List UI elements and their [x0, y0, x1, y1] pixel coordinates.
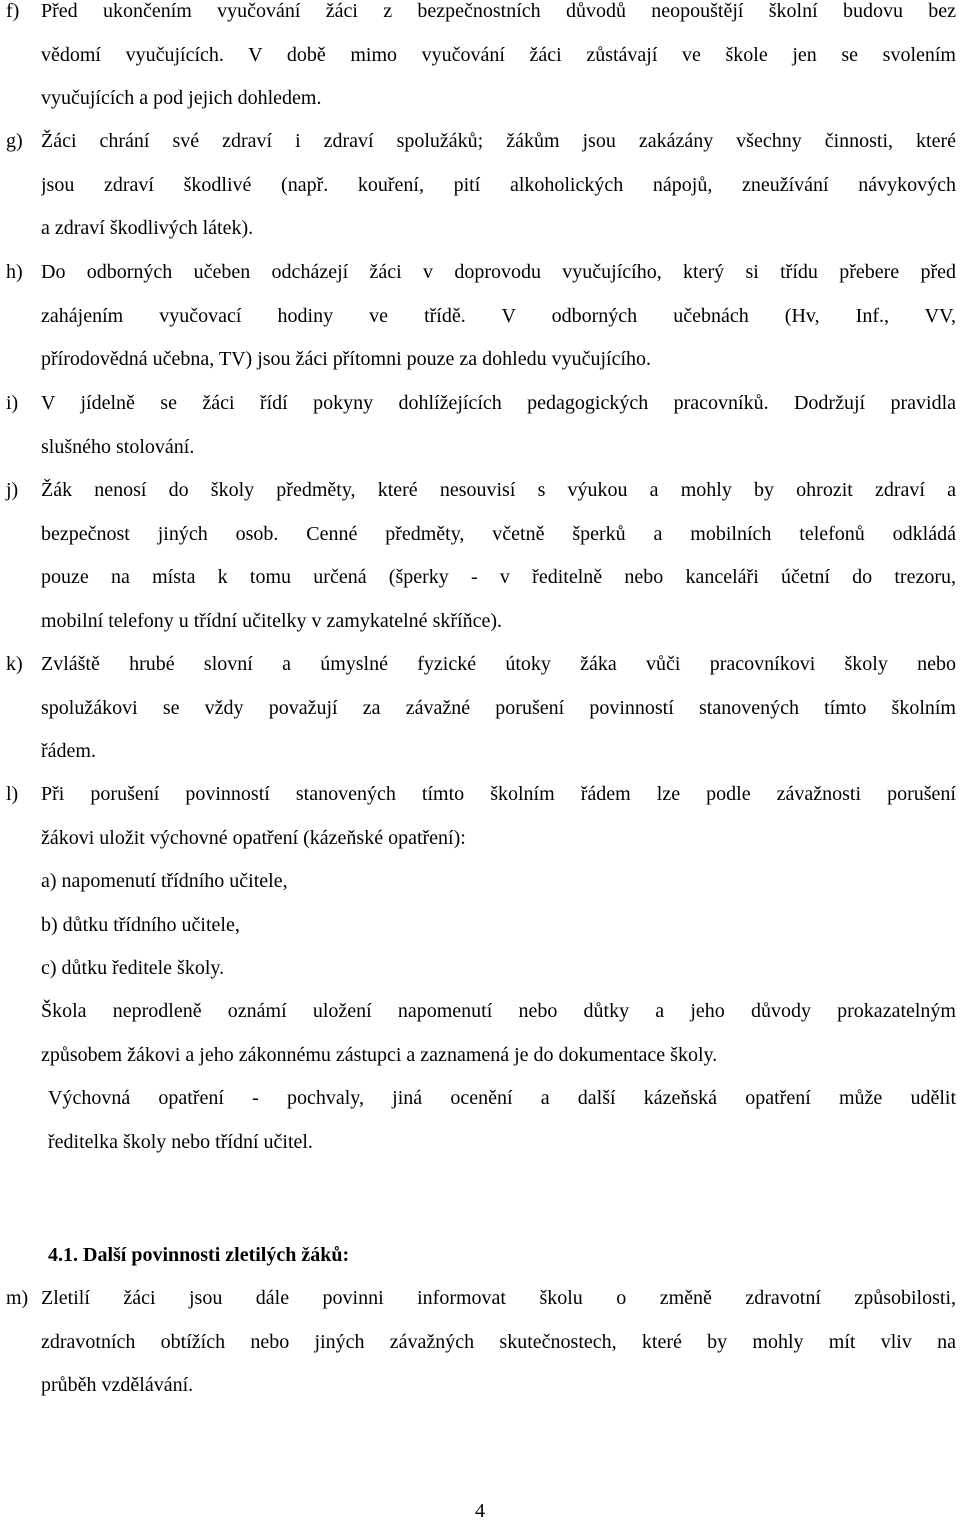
paragraph	[48, 1085, 956, 1172]
text-line: přírodovědná učebna, TV) jsou žáci přítomni pouze za dohledu vyučujícího.	[41, 348, 651, 371]
text-line: jsou zdraví škodlivé (např. kouření, pití alkoholických nápojů, zneužívání návykových	[41, 173, 956, 196]
item-marker: j)	[6, 479, 19, 501]
text-line: Zletilí žáci jsou dále povinni informovat školu o změně zdravotní způsobilosti,	[41, 1287, 956, 1309]
text-line: vědomí vyučujících. V době mimo vyučování žáci zůstávají ve škole jen se svolením	[41, 43, 956, 66]
page-number: 4	[475, 1500, 485, 1522]
paragraph	[41, 998, 956, 1085]
item-marker: m)	[6, 1287, 29, 1309]
text-line: bezpečnost jiných osob. Cenné předměty, včetně šperků a mobilních telefonů odkládá	[41, 522, 956, 545]
text-line: Škola neprodleně oznámí uložení napomenutí nebo důtky a jeho důvody prokazatelným	[41, 1000, 956, 1022]
item-marker: l)	[6, 783, 19, 805]
text-line: a zdraví škodlivých látek).	[41, 217, 254, 240]
text-line: slušného stolování.	[41, 435, 195, 458]
text-line: Do odborných učeben odcházejí žáci v doprovodu vyučujícího, který si třídu přebere před	[41, 261, 956, 283]
section-heading: 4.1. Další povinnosti zletilých žáků:	[48, 1244, 350, 1266]
item-marker: i)	[6, 392, 19, 414]
item-marker: f)	[6, 0, 20, 22]
text-line: pouze na místa k tomu určená (šperky - v ředitelně nebo kanceláři účetní do trezoru,	[41, 566, 956, 589]
text-line: žákovi uložit výchovné opatření (kázeňské opatření):	[41, 826, 466, 849]
text-line: Před ukončením vyučování žáci z bezpečnostních důvodů neopouštějí školní budovu bez	[41, 0, 956, 22]
text-line: spolužákovi se vždy považují za závažné porušení povinností stanovených tímto školním	[41, 696, 956, 719]
sub-list-item: c) důtku ředitele školy.	[41, 957, 225, 980]
sub-list	[41, 868, 288, 999]
sub-list-item: b) důtku třídního učitele,	[41, 913, 240, 936]
text-line: Zvláště hrubé slovní a úmyslné fyzické útoky žáka vůči pracovníkovi školy nebo	[41, 653, 956, 675]
text-line: mobilní telefony u třídní učitelky v zamykatelné skříňce).	[41, 609, 502, 632]
text-line: řádem.	[41, 740, 96, 763]
text-line: průběh vzdělávání.	[41, 1374, 194, 1397]
item-marker: k)	[6, 653, 23, 675]
text-line: Při porušení povinností stanovených tímto školním řádem lze podle závažnosti porušení	[41, 783, 956, 805]
text-line: zahájením vyučovací hodiny ve třídě. V odborných učebnách (Hv, Inf., VV,	[41, 304, 956, 327]
sub-list-item: a) napomenutí třídního učitele,	[41, 870, 288, 892]
text-line: Žák nenosí do školy předměty, které nesouvisí s výukou a mohly by ohrozit zdraví a	[41, 479, 956, 501]
text-line: Výchovná opatření - pochvaly, jiná ocenění a další kázeňská opatření může udělit	[48, 1087, 956, 1109]
item-marker: h)	[6, 261, 23, 283]
text-line: ředitelka školy nebo třídní učitel.	[48, 1130, 313, 1153]
text-line: vyučujících a pod jejich dohledem.	[41, 87, 322, 110]
item-marker: g)	[6, 130, 23, 152]
text-line: Žáci chrání své zdraví i zdraví spolužáků; žákům jsou zakázány všechny činnosti, které	[41, 130, 956, 152]
text-line: zdravotních obtížích nebo jiných závažných skutečnostech, které by mohly mít vliv na	[41, 1330, 956, 1353]
text-line: V jídelně se žáci řídí pokyny dohlížejících pedagogických pracovníků. Dodržují pravidla	[41, 392, 956, 414]
text-line: způsobem žákovi a jeho zákonnému zástupci a zaznamená je do dokumentace školy.	[41, 1043, 718, 1066]
